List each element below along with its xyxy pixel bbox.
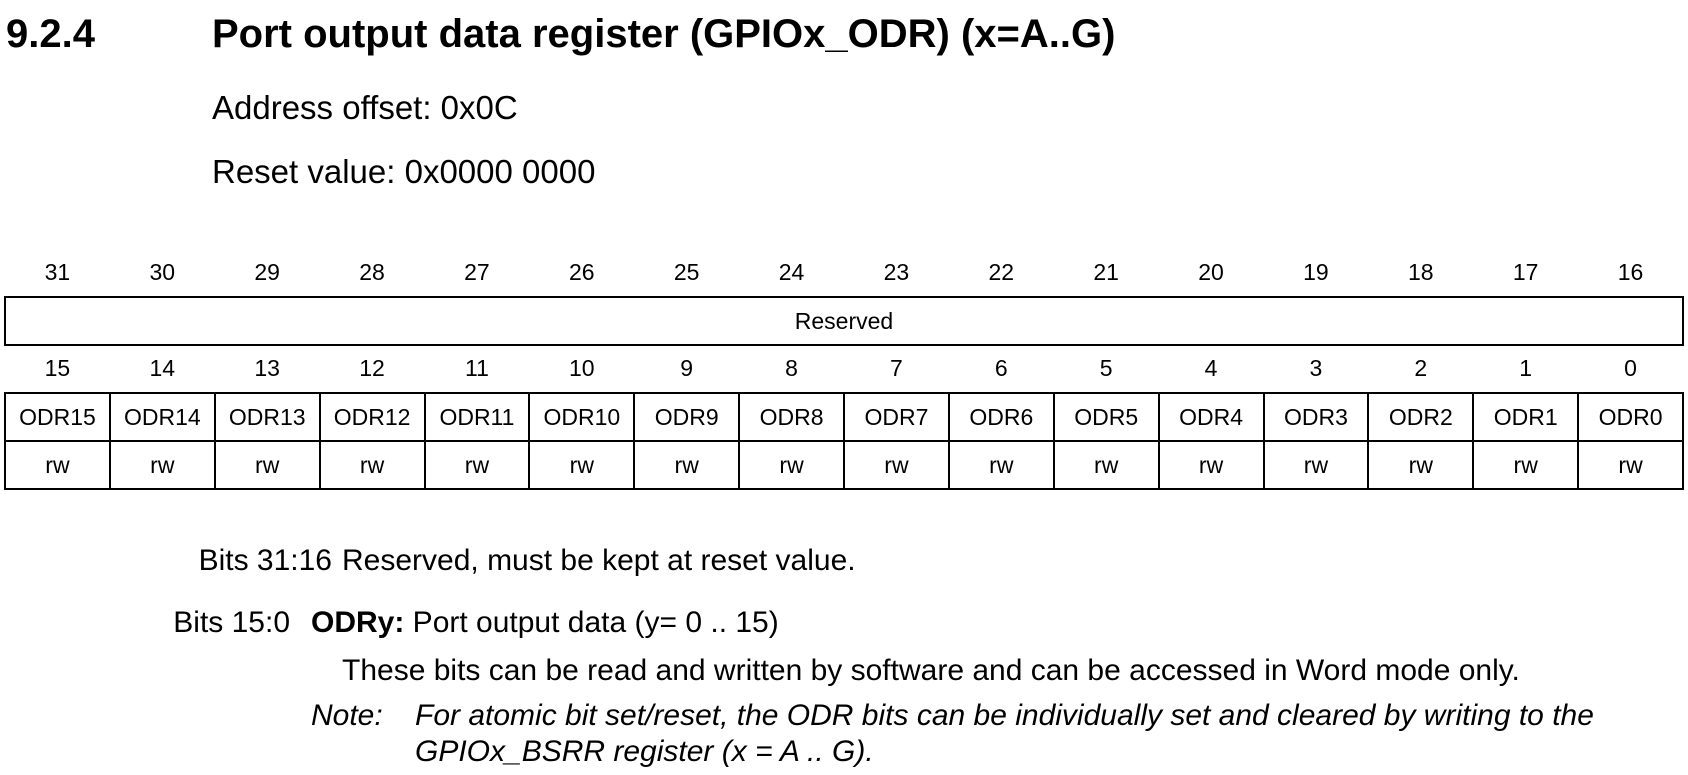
bit-number: 3 — [1309, 355, 1323, 381]
bits-15-0-detail: These bits can be read and written by software and can be accessed in Word mode only. — [342, 654, 1520, 687]
reserved-field: Reserved — [5, 297, 1683, 345]
bit-number-row-low — [5, 344, 1683, 393]
bit-number: 5 — [1099, 355, 1113, 381]
bit-number: 17 — [1512, 259, 1539, 285]
access-type: rw — [1368, 441, 1473, 489]
note-text: For atomic bit set/reset, the ODR bits can be individually set and cleared by writing to the GPIOx_BSRR register (x = A .. G). — [415, 699, 1594, 768]
bit-number: 7 — [890, 355, 903, 381]
bit-field: ODR7 — [844, 393, 949, 441]
bit-number: 4 — [1204, 355, 1218, 381]
bit-number: 15 — [44, 355, 71, 381]
reset-value: Reset value: 0x0000 0000 — [212, 153, 596, 190]
access-type: rw — [110, 441, 215, 489]
bit-number: 22 — [988, 259, 1015, 285]
section-number: 9.2.4 — [6, 12, 95, 56]
bit-field: ODR4 — [1159, 393, 1264, 441]
access-type: rw — [215, 441, 320, 489]
bit-field: ODR11 — [425, 393, 530, 441]
bit-field: ODR0 — [1578, 393, 1683, 441]
bit-number: 10 — [569, 355, 595, 381]
bit-field: ODR15 — [5, 393, 110, 441]
access-type: rw — [949, 441, 1054, 489]
access-type: rw — [529, 441, 634, 489]
bits-31-16-text: Reserved, must be kept at reset value. — [342, 544, 856, 577]
bits-15-0-summary — [311, 605, 779, 641]
bit-number: 11 — [464, 355, 489, 381]
bits-15-0-label: Bits 15:0 — [173, 606, 290, 639]
bit-number: 19 — [1303, 259, 1329, 285]
access-type: rw — [5, 441, 110, 489]
access-type: rw — [844, 441, 949, 489]
bit-number: 0 — [1624, 355, 1637, 381]
register-map-high — [4, 248, 1684, 346]
bit-field: ODR8 — [739, 393, 844, 441]
bit-number: 27 — [464, 259, 490, 285]
section-title: Port output data register (GPIOx_ODR) (x=A..G) — [212, 12, 1116, 56]
access-row-low — [5, 441, 1683, 489]
bits-31-16-label: Bits 31:16 — [198, 544, 332, 577]
bit-field: ODR6 — [949, 393, 1054, 441]
field-row-high — [5, 297, 1683, 345]
bit-field: ODR3 — [1264, 393, 1369, 441]
bit-number: 16 — [1617, 259, 1644, 285]
bit-field: ODR12 — [320, 393, 425, 441]
bit-number: 12 — [359, 355, 385, 381]
section-heading — [6, 8, 1115, 60]
bit-number: 2 — [1414, 355, 1428, 381]
access-type: rw — [1578, 441, 1683, 489]
bit-field: ODR13 — [215, 393, 320, 441]
bit-number: 18 — [1408, 259, 1434, 285]
bit-number: 9 — [680, 355, 694, 381]
bit-number: 8 — [785, 355, 798, 381]
bit-field: ODR5 — [1054, 393, 1159, 441]
access-type: rw — [425, 441, 530, 489]
access-type: rw — [739, 441, 844, 489]
bit-number: 25 — [673, 259, 700, 285]
field-summary: Port output data (y= 0 .. 15) — [404, 606, 779, 639]
field-row-low — [5, 393, 1683, 441]
bit-field: ODR2 — [1368, 393, 1473, 441]
access-type: rw — [1264, 441, 1369, 489]
bit-number: 14 — [149, 355, 176, 381]
bit-number: 30 — [149, 259, 176, 285]
bit-field: ODR10 — [529, 393, 634, 441]
bit-number: 13 — [254, 355, 280, 381]
bit-number: 24 — [778, 259, 805, 285]
bit-number: 29 — [254, 259, 280, 285]
bit-number: 23 — [883, 259, 910, 285]
bit-number: 1 — [1519, 355, 1533, 381]
field-name: ODRy: — [311, 606, 405, 639]
access-type: rw — [1159, 441, 1264, 489]
bit-number: 26 — [569, 259, 595, 285]
note-label: Note: — [311, 699, 383, 732]
bit-field: ODR14 — [110, 393, 215, 441]
access-type: rw — [1054, 441, 1159, 489]
bit-number: 21 — [1093, 259, 1119, 285]
bit-number: 28 — [359, 259, 385, 285]
register-map-low — [4, 344, 1684, 490]
bit-number-row-high — [5, 248, 1683, 297]
bit-field: ODR1 — [1473, 393, 1578, 441]
bit-number: 31 — [44, 259, 71, 285]
address-offset: Address offset: 0x0C — [212, 89, 518, 126]
bit-field: ODR9 — [634, 393, 739, 441]
bit-number: 6 — [994, 355, 1008, 381]
access-type: rw — [320, 441, 425, 489]
access-type: rw — [634, 441, 739, 489]
bit-number: 20 — [1198, 259, 1224, 285]
access-type: rw — [1473, 441, 1578, 489]
